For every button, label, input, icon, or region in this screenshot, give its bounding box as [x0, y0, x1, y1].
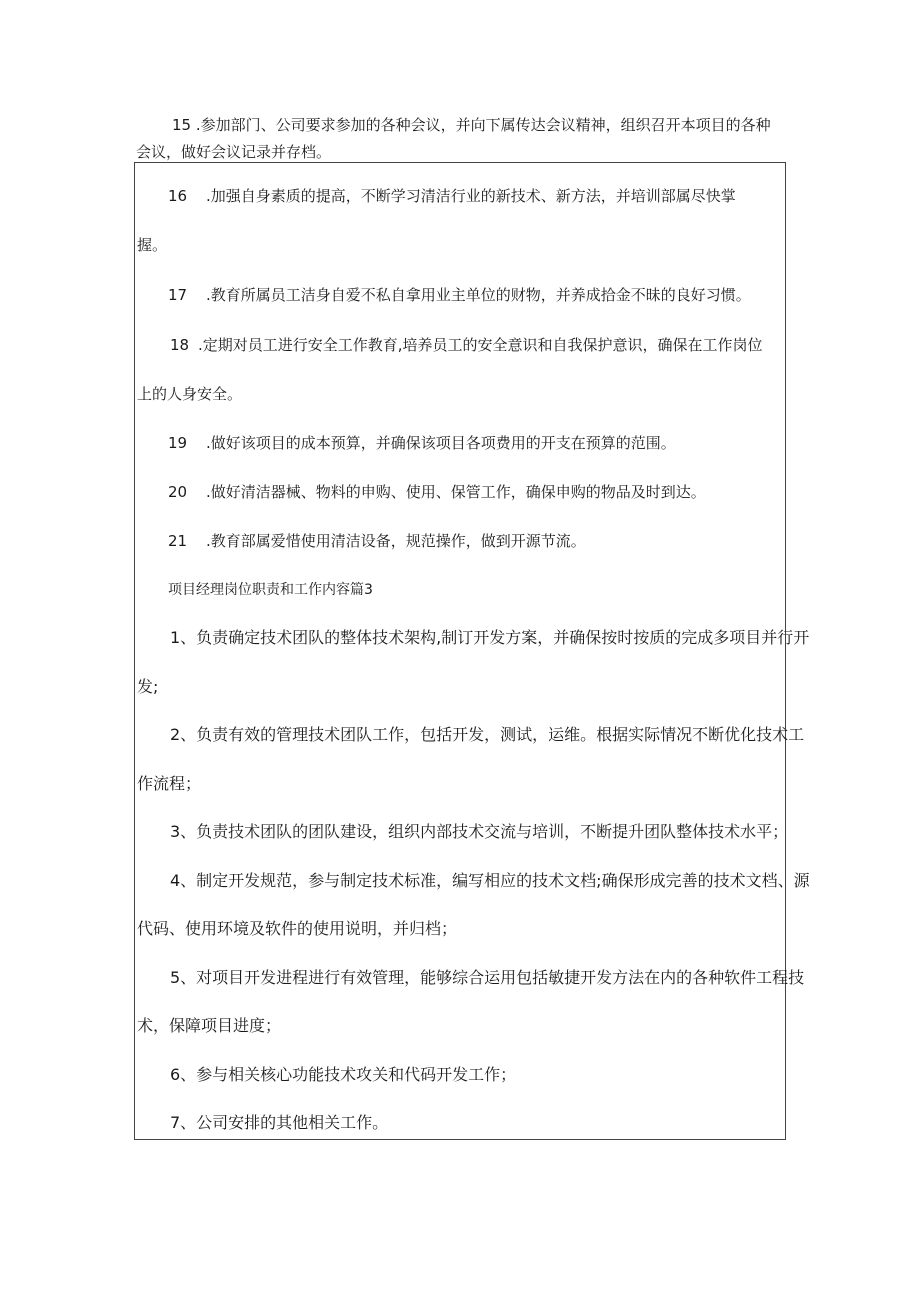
item-text-line-1: .定期对员工进行安全工作教育,培养员工的安全意识和自我保护意识，确保在工作岗位 [198, 336, 763, 354]
duty-line-1: 1、负责确定技术团队的整体技术架构,制订开发方案，并确保按时按质的完成多项目并行开 [170, 628, 810, 647]
duty-line-2: 作流程； [137, 774, 202, 793]
item-number: 18 [170, 336, 190, 354]
intro-line-2: 会议，做好会议记录并存档。 [136, 143, 332, 161]
item-number: 16 [168, 187, 188, 205]
duty-line-1: 4、制定开发规范，参与制定技术标准，编写相应的技术文档;确保形成完善的技术文档、源 [170, 871, 810, 890]
item-text-line-1: .做好清洁器械、物料的申购、使用、保管工作，确保申购的物品及时到达。 [206, 483, 706, 501]
duty-line-2: 代码、使用环境及软件的使用说明，并归档； [137, 919, 458, 938]
item-text-line-1: .加强自身素质的提高，不断学习清洁行业的新技术、新方法，并培训部属尽快掌 [206, 187, 736, 205]
duty-line-1: 7、公司安排的其他相关工作。 [170, 1113, 389, 1132]
item-number: 21 [168, 532, 188, 550]
intro-line-1: 15 .参加部门、公司要求参加的各种会议，并向下属传达会议精神，组织召开本项目的各种 [172, 116, 771, 134]
item-text-line-1: .做好该项目的成本预算，并确保该项目各项费用的开支在预算的范围。 [206, 434, 676, 452]
duty-line-2: 发; [137, 677, 159, 696]
item-text-line-1: .教育所属员工洁身自爱不私自拿用业主单位的财物，并养成拾金不昧的良好习惯。 [206, 286, 751, 304]
item-number: 19 [168, 434, 188, 452]
item-text-line-2: 握。 [137, 236, 168, 254]
duty-line-1: 6、参与相关核心功能技术攻关和代码开发工作； [170, 1065, 517, 1084]
duty-line-1: 3、负责技术团队的团队建设，组织内部技术交流与培训，不断提升团队整体技术水平； [170, 822, 789, 841]
item-number: 20 [168, 483, 188, 501]
duty-line-1: 2、负责有效的管理技术团队工作，包括开发，测试，运维。根据实际情况不断优化技术工 [170, 725, 805, 744]
item-text-line-1: .教育部属爱惜使用清洁设备，规范操作，做到开源节流。 [206, 532, 586, 550]
duty-line-2: 术，保障项目进度； [137, 1016, 282, 1035]
content-box [134, 162, 789, 1140]
item-text-line-2: 上的人身安全。 [137, 385, 243, 403]
duty-line-1: 5、对项目开发进程进行有效管理，能够综合运用包括敏捷开发方法在内的各种软件工程技 [170, 968, 805, 987]
item-number: 17 [168, 286, 188, 304]
section-title: 项目经理岗位职责和工作内容篇3 [168, 582, 373, 598]
